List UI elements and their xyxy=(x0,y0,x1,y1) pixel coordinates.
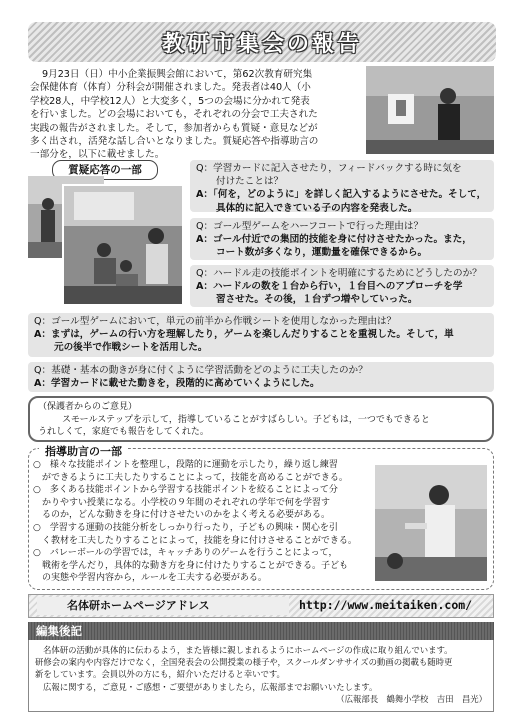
advice-line: ○ 学習する運動の技能分析をしっかり行ったり，子どもの興味・関心を引 xyxy=(33,522,338,533)
advice-line: ○ 多くある技能ポイントから学習する技能ポイントを絞ることによって分 xyxy=(33,485,338,496)
intro-line: 会保健体育（体育）分科会が開催されました。発表者は40人（小 xyxy=(30,82,311,94)
comment-line: うれしくて，家庭でも報告をしてくれた。 xyxy=(38,427,209,438)
postscript-line: 名体研の活動が具体的に伝わるよう，また皆様に親しまれるようにホームページの作成に取り組んでいます。 xyxy=(43,645,453,655)
qa-item xyxy=(190,160,494,212)
homepage-label-bg xyxy=(37,597,289,615)
intro-line: 9月23日（日）中小企業振興会館において，第62次教育研究集 xyxy=(42,69,313,80)
intro-paragraph xyxy=(30,68,360,162)
question-text: Q：ゴール型ゲームをハーフコートで行った理由は？ xyxy=(196,221,424,232)
question-text: Q：ハードル走の技能ポイントを明確にするためにどうしたのか？ xyxy=(196,268,482,279)
answer-text: 習させた。その後，１台ずつ増やしていった。 xyxy=(216,294,418,306)
answer-text: A：ゴール付近での集団的技能を身に付けさせたかった。また， xyxy=(196,234,472,246)
intro-line: 一部分を，以下に載せました。 xyxy=(30,149,165,161)
postscript-line: 新をしています。会員以外の方にも，紹介いただけると幸いです。 xyxy=(35,669,285,680)
answer-text: 具体的に記入できている子の内容を発表した。 xyxy=(216,202,418,214)
homepage-label: 名体研ホームページアドレス xyxy=(67,599,210,612)
advice-line: の実態や学習内容から，ルールを工夫する必要がある。 xyxy=(33,573,267,584)
answer-text: A：まずは，ゲームの行い方を理解したり，ゲームを楽しんだりすることを重視した。そして，単 xyxy=(34,329,454,341)
intro-line: を行いました。どの会場においても，それぞれの分会で工夫された xyxy=(30,109,318,121)
title-banner xyxy=(28,22,496,62)
homepage-bar xyxy=(28,594,494,618)
question-text: Q：学習カードに記入させたり，フィードバックする時に気を xyxy=(196,163,462,174)
qa-item xyxy=(190,218,494,260)
advice-line: かりやすい授業になる。小学校の９年間のそれぞれの学年で何を学習す xyxy=(33,497,331,508)
advice-line: ができるように工夫したりすることによって，技能を高めることができる。 xyxy=(33,472,348,483)
postscript-text xyxy=(35,644,491,705)
advice-list xyxy=(33,459,375,585)
question-text: Q：ゴール型ゲームにおいて，単元の前半から作戦シートを使用しなかった理由は？ xyxy=(34,316,397,327)
advice-section xyxy=(28,445,494,590)
question-text: Q：基礎・基本の動きが身に付くように学習活動をどのように工夫したのか？ xyxy=(34,365,368,376)
answer-text: A：ハードルの数を１台から行い，１台目へのアプローチを学 xyxy=(196,281,463,293)
qa-item xyxy=(190,265,494,307)
answer-text: A：「何を，どのように」を詳しく記入するようにさせた。そして， xyxy=(196,189,487,201)
qa-heading: 質疑応答の一部 xyxy=(52,160,158,180)
intro-line: 実践の報告がされました。そして，参加者からも質疑・意見などが xyxy=(30,122,318,134)
question-text: 付けたことは？ xyxy=(216,176,284,188)
page-title: 教研市集会の報告 xyxy=(161,32,362,57)
discussion-photo xyxy=(62,184,184,306)
advisor-photo xyxy=(375,465,487,581)
postscript-body xyxy=(28,640,494,712)
comment-line: スモールステップを示して，指導していることがすばらしい。子どもは，一つでもできると xyxy=(62,414,430,425)
answer-text: コート数が多くなり，運動量を確保できるから。 xyxy=(216,247,428,259)
homepage-url-link[interactable]: http://www.meitaiken.com/ xyxy=(299,598,473,612)
intro-line: 多く出され，活発な話し合いとなりました。質疑応答や指導助言の xyxy=(30,136,319,148)
postscript-header xyxy=(28,622,494,640)
presenter-photo xyxy=(366,66,494,154)
postscript-heading: 編集後記 xyxy=(36,624,82,638)
qa-item xyxy=(28,362,494,392)
intro-line: 学校28人，中学校12人）と大変多く，5つの会場に分かれて発表 xyxy=(30,95,310,107)
advice-line: ○ 様々な技能ポイントを整理し，段階的に運動を示したり，繰り返し練習 xyxy=(33,460,338,470)
answer-text: 元の後半で作戦シートを活用した。 xyxy=(54,342,208,354)
qa-item xyxy=(28,313,494,357)
postscript-line: 広報に関する，ご意見・ご感想・ご要望がありましたら，広報部までお願いいたします。 xyxy=(43,681,378,692)
postscript-signature: （広報部長 鶴舞小学校 吉田 昌光） xyxy=(336,693,487,704)
postscript-line: 研修会の案内や内容だけでなく，全国発表会の公開授業の様子や，スクールダンササイズの動画の掲載も随時更 xyxy=(35,657,453,668)
advice-line: く教材を工夫したりすることによって，技能を身に付けさせることができる。 xyxy=(33,535,357,546)
comment-heading: （保護者からのご意見） xyxy=(38,402,138,412)
advice-line: るのか，どんな動きを身に付けさせたいのかをよく考える必要がある。 xyxy=(33,510,331,521)
answer-text: A：学習カードに載せた動きを，段階的に高めていくようにした。 xyxy=(34,378,320,390)
advice-line: ○ バレーボールの学習では，キャッチありのゲームを行うことによって， xyxy=(33,548,338,559)
advice-heading: 指導助言の一部 xyxy=(39,443,128,459)
advice-line: 戦術を学んだり，具体的な動き方を身に付けたりすることができる。子ども xyxy=(33,560,349,571)
parent-comment-box xyxy=(28,396,494,442)
